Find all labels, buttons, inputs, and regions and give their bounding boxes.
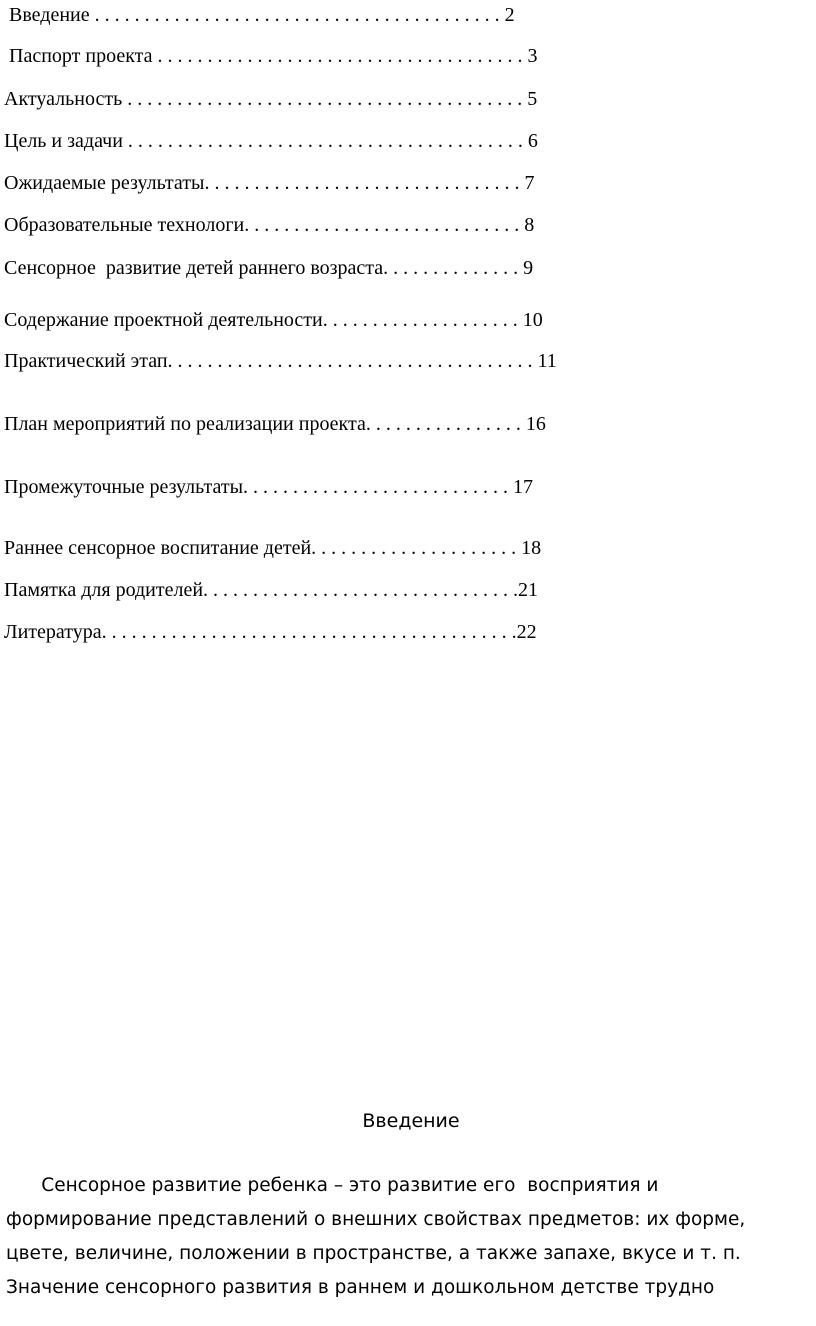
toc-entry: Содержание проектной деятельности. . . . . . . . . . . . . . . . . . . . 10 (4, 309, 543, 331)
toc-entry: Паспорт проекта . . . . . . . . . . . . . . . . . . . . . . . . . . . . . . . . . . . . . 3 (4, 45, 538, 67)
toc-entry: Практический этап. . . . . . . . . . . . . . . . . . . . . . . . . . . . . . . . . . . . . 11 (4, 350, 557, 372)
toc-entry: Введение . . . . . . . . . . . . . . . . . . . . . . . . . . . . . . . . . . . . . . . . . 2 (4, 4, 515, 26)
toc-entry: План мероприятий по реализации проекта. . . . . . . . . . . . . . . . 16 (4, 413, 546, 435)
toc-entry: Сенсорное развитие детей раннего возраста. . . . . . . . . . . . . . 9 (4, 257, 534, 279)
toc-entry: Промежуточные результаты. . . . . . . . . . . . . . . . . . . . . . . . . . . 17 (4, 476, 534, 498)
toc-entry: Цель и задачи . . . . . . . . . . . . . . . . . . . . . . . . . . . . . . . . . . . . . . . . 6 (4, 130, 538, 152)
toc-entry: Раннее сенсорное воспитание детей. . . . . . . . . . . . . . . . . . . . . 18 (4, 537, 542, 559)
paragraph-line: формирование представлений о внешних свойствах предметов: их форме, (6, 1209, 746, 1230)
toc-entry: Литература. . . . . . . . . . . . . . . . . . . . . . . . . . . . . . . . . . . . . . . . . .22 (4, 621, 537, 643)
toc-entry: Актуальность . . . . . . . . . . . . . . . . . . . . . . . . . . . . . . . . . . . . . . . . 5 (4, 88, 538, 110)
toc-entry: Ожидаемые результаты. . . . . . . . . . . . . . . . . . . . . . . . . . . . . . . . 7 (4, 172, 535, 194)
paragraph-line: цвете, величине, положении в пространстве, а также запахе, вкусе и т. п. (6, 1243, 741, 1264)
toc-entry: Образовательные технологи. . . . . . . . . . . . . . . . . . . . . . . . . . . . 8 (4, 214, 535, 236)
paragraph-line: Сенсорное развитие ребенка – это развитие его восприятия и (6, 1175, 659, 1196)
section-title: Введение (362, 1110, 460, 1132)
paragraph-line: Значение сенсорного развития в раннем и дошкольном детстве трудно (6, 1277, 715, 1298)
toc-entry: Памятка для родителей. . . . . . . . . . . . . . . . . . . . . . . . . . . . . . . .21 (4, 579, 539, 601)
